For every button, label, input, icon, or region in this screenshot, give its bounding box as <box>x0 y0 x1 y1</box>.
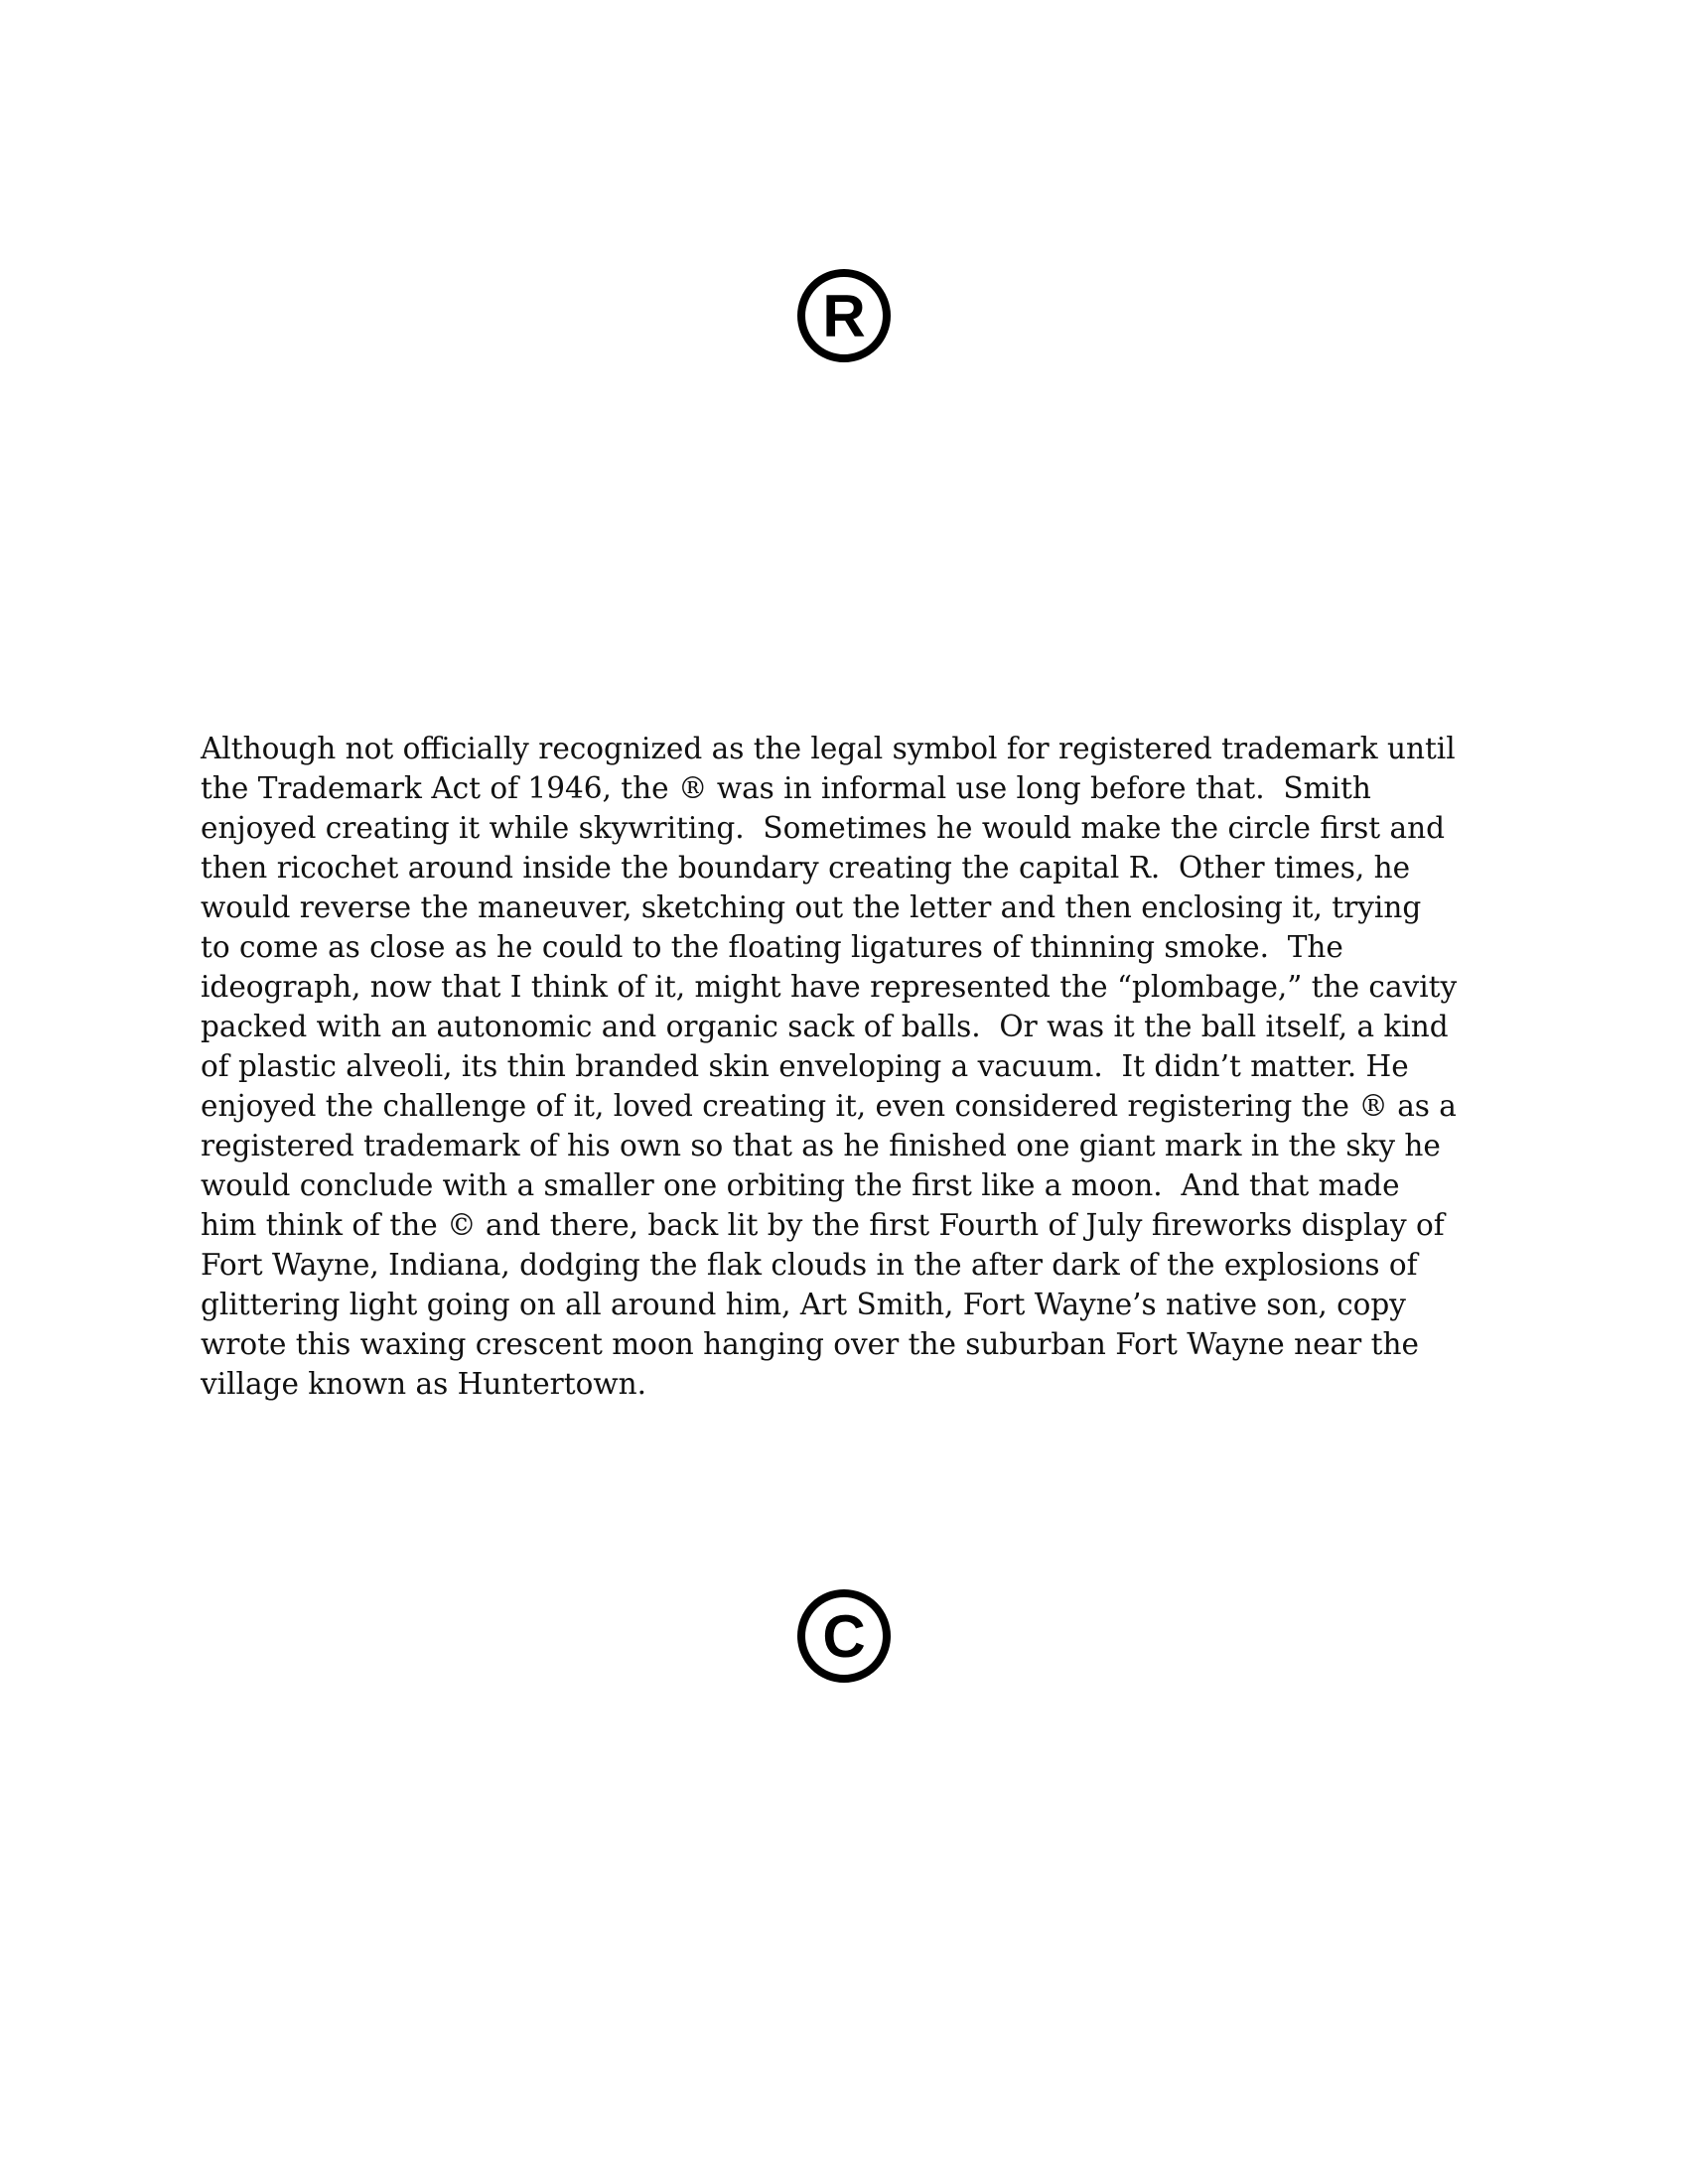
paragraph-line: would reverse the maneuver, sketching out the letter and then enclosing it, trying <box>201 890 1422 924</box>
paragraph-line: the Trademark Act of 1946, the ® was in informal use long before that. Smith <box>201 771 1371 805</box>
paragraph-line: would conclude with a smaller one orbiting the first like a moon. And that made <box>201 1168 1400 1202</box>
paragraph-line: glittering light going on all around him, Art Smith, Fort Wayne’s native son, copy <box>201 1288 1406 1321</box>
paragraph-line: registered trademark of his own so that as he finished one giant mark in the sky he <box>201 1129 1441 1162</box>
copyright-symbol <box>794 1586 894 1686</box>
paragraph-line: wrote this waxing crescent moon hanging over the suburban Fort Wayne near the <box>201 1327 1419 1361</box>
paragraph-line: Although not officially recognized as the legal symbol for registered trademark until <box>201 732 1456 765</box>
paragraph-line: him think of the © and there, back lit by the first Fourth of July fireworks display of <box>201 1208 1445 1242</box>
paragraph-line: then ricochet around inside the boundary creating the capital R. Other times, he <box>201 851 1411 885</box>
paragraph-line: ideograph, now that I think of it, might have represented the “plombage,” the cavity <box>201 970 1458 1004</box>
paragraph-line: of plastic alveoli, its thin branded skin enveloping a vacuum. It didn’t matter. He <box>201 1049 1409 1083</box>
body-paragraph <box>201 729 1491 1404</box>
svg-text:C: C <box>822 1603 866 1670</box>
registered-icon <box>794 266 894 365</box>
svg-text:R: R <box>822 283 866 349</box>
registered-trademark-symbol <box>794 266 894 365</box>
paragraph-line: Fort Wayne, Indiana, dodging the flak clouds in the after dark of the explosions of <box>201 1248 1418 1282</box>
paragraph-line: packed with an autonomic and organic sack of balls. Or was it the ball itself, a kind <box>201 1010 1449 1043</box>
paragraph-line: enjoyed the challenge of it, loved creating it, even considered registering the ® as a <box>201 1089 1457 1123</box>
paragraph-line: to come as close as he could to the floating ligatures of thinning smoke. The <box>201 930 1343 964</box>
copyright-icon <box>794 1586 894 1686</box>
paragraph-line: village known as Huntertown. <box>201 1367 647 1401</box>
paragraph-line: enjoyed creating it while skywriting. Sometimes he would make the circle first and <box>201 811 1445 845</box>
